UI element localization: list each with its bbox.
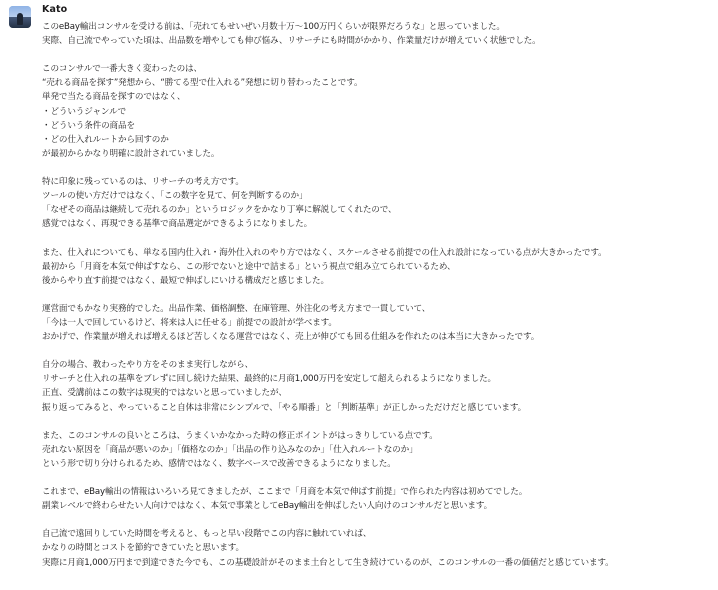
- message-line: 実際、自己流でやっていた頃は、出品数を増やしても伸び悩み、リサーチにも時間がかかり、作業量だけが増えていく状態でした。: [42, 36, 541, 47]
- paragraph-break: [42, 161, 712, 175]
- paragraph-break: [42, 471, 712, 485]
- message-line: ・どういうジャンルで: [42, 106, 127, 117]
- avatar[interactable]: [9, 6, 31, 28]
- message-body: [42, 20, 712, 570]
- message-line: 「なぜその商品は継続して売れるのか」というロジックをかなり丁寧に解説してくれたので、: [42, 205, 397, 216]
- message-line: 特に印象に残っているのは、リサーチの考え方です。: [42, 177, 244, 188]
- message-line: 実際に月商1,000万円まで到達できた今でも、この基礎設計がそのまま土台として生き続けているのが、このコンサルの一番の価値だと感じています。: [42, 557, 614, 568]
- message-line: ・どういう条件の商品を: [42, 120, 135, 131]
- message-line: という形で切り分けられるため、感情ではなく、数字ベースで改善できるようになりました。: [42, 458, 396, 469]
- message-line: おかげで、作業量が増えれば増えるほど苦しくなる運営ではなく、売上が伸びても回る仕組みを作れたのは本当に大きかったです。: [42, 332, 540, 343]
- message-line: ツールの使い方だけではなく、「この数字を見て、何を判断するのか」: [42, 191, 308, 202]
- message-line: これまで、eBay輸出の情報はいろいろ見てきましたが、ここまで「月商を本気で伸ばす前提」で作られた内容は初めてでした。: [42, 487, 528, 498]
- avatar-photo-figure: [17, 13, 23, 25]
- paragraph-break: [42, 48, 712, 62]
- paragraph-break: [42, 231, 712, 245]
- message-line: 副業レベルで終わらせたい人向けではなく、本気で事業としてeBay輸出を伸ばしたい人向けのコンサルだと思います。: [42, 501, 493, 512]
- message-line: 自己流で遠回りしていた時間を考えると、もっと早い段階でこの内容に触れていれば、: [42, 529, 372, 540]
- message-line: また、このコンサルの良いところは、うまくいかなかった時の修正ポイントがはっきりしている点です。: [42, 430, 438, 441]
- message-line: 正直、受講前はこの数字は現実的ではないと思っていましたが、: [42, 388, 287, 399]
- message-line: 後からやり直す前提ではなく、最短で伸ばしにいける構成だと感じました。: [42, 275, 329, 286]
- message-line: 感覚ではなく、再現できる基準で商品選定ができるようになりました。: [42, 219, 313, 230]
- message-line: ・どの仕入れルートから回すのか: [42, 134, 169, 145]
- sender-name[interactable]: Kato: [42, 4, 68, 15]
- message-line: 売れない原因を「商品が悪いのか」「価格なのか」「出品の作り込みなのか」「仕入れルートなのか」: [42, 444, 418, 455]
- message-line: 運営面でもかなり実務的でした。出品作業、価格調整、在庫管理、外注化の考え方まで一貫していて、: [42, 303, 431, 314]
- paragraph-break: [42, 288, 712, 302]
- message-line: 最初から「月商を本気で伸ばすなら、この形でないと途中で詰まる」という視点で組み立てられているため、: [42, 261, 456, 272]
- message-line: が最初からかなり明確に設計されていました。: [42, 148, 220, 159]
- message-line: 単発で当たる商品を探すのではなく、: [42, 92, 186, 103]
- message-line: 自分の場合、教わったやり方をそのまま実行しながら、: [42, 360, 254, 371]
- message-line: 「今は一人で回しているけど、将来は人に任せる」前提での設計が学べます。: [42, 317, 337, 328]
- message-line: “売れる商品を探す”発想から、“勝てる型で仕入れる”発想に切り替わったことです。: [42, 78, 363, 89]
- message-line: このコンサルで一番大きく変わったのは、: [42, 64, 202, 75]
- message-line: かなりの時間とコストを節約できていたと思います。: [42, 543, 244, 554]
- paragraph-break: [42, 415, 712, 429]
- paragraph-break: [42, 513, 712, 527]
- message-line: このeBay輸出コンサルを受ける前は、「売れてもせいぜい月数十万〜100万円くらいが限界だろうな」と思っていました。: [42, 22, 505, 32]
- message-line: 振り返ってみると、やっていること自体は非常にシンプルで、「やる順番」と「判断基準」が正しかっただけだと感じています。: [42, 402, 527, 413]
- message-line: また、仕入れについても、単なる国内仕入れ・海外仕入れのやり方ではなく、スケールさせる前提での仕入れ設計になっている点が大きかったです。: [42, 247, 607, 258]
- message-line: リサーチと仕入れの基準をブレずに回し続けた結果、最終的に月商1,000万円を安定して超えられるようになりました。: [42, 374, 496, 385]
- paragraph-break: [42, 344, 712, 358]
